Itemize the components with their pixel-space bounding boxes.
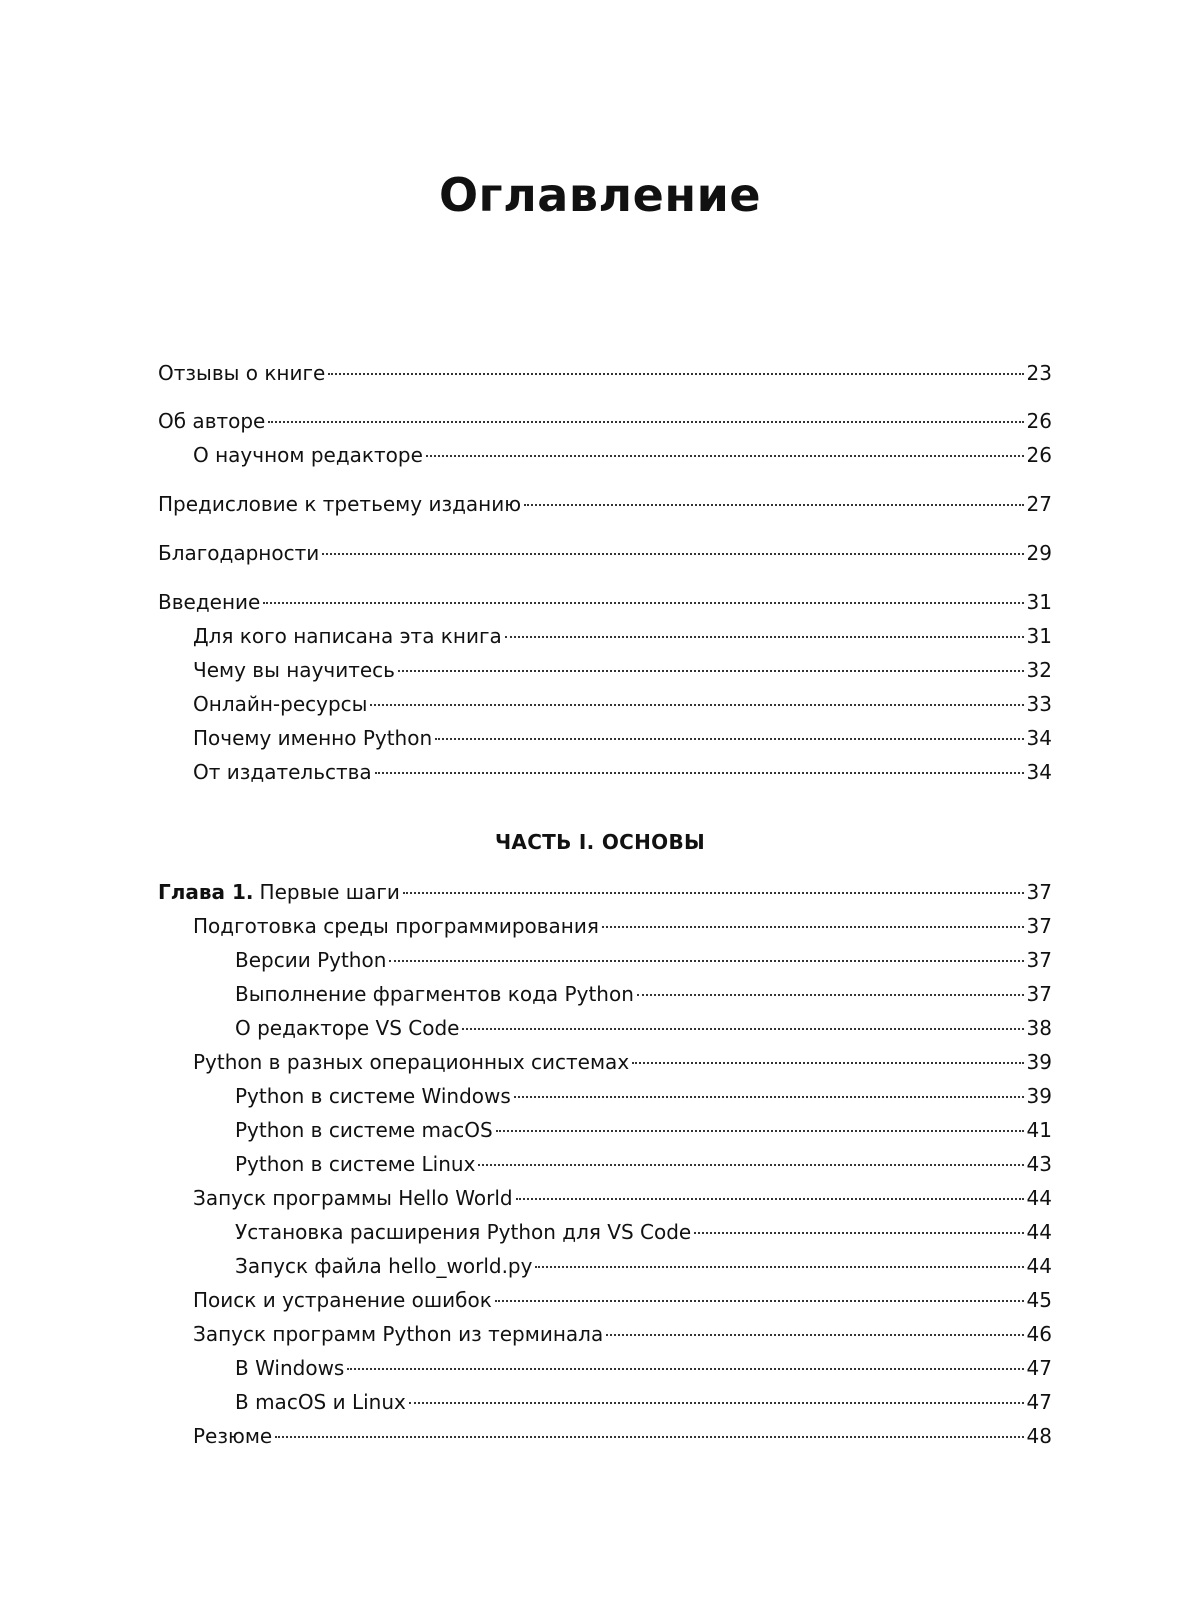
toc-row-chapter[interactable] — [0, 875, 1200, 909]
toc-page-number: 46 — [1026, 1322, 1052, 1346]
dot-leader — [637, 993, 1024, 996]
toc-label: Версии Python — [235, 948, 387, 972]
toc-label: Поиск и устранение ошибок — [193, 1288, 492, 1312]
toc-row[interactable] — [0, 1147, 1200, 1181]
toc-page-number: 31 — [1026, 590, 1052, 614]
toc-page-number: 48 — [1026, 1424, 1052, 1448]
toc-label: Резюме — [193, 1424, 273, 1448]
toc-page-number: 39 — [1026, 1084, 1052, 1108]
dot-leader — [347, 1367, 1023, 1370]
toc-page-number: 44 — [1026, 1220, 1052, 1244]
dot-leader — [375, 771, 1024, 774]
dot-leader — [516, 1197, 1024, 1200]
toc-row[interactable] — [0, 687, 1200, 721]
toc-row[interactable] — [0, 1011, 1200, 1045]
toc-row[interactable] — [0, 619, 1200, 653]
toc-label: Чему вы научитесь — [193, 658, 395, 682]
toc-row[interactable] — [0, 1079, 1200, 1113]
toc-label: Запуск программ Python из терминала — [193, 1322, 604, 1346]
toc-page-number: 34 — [1026, 726, 1052, 750]
toc-page-number: 32 — [1026, 658, 1052, 682]
toc-row[interactable] — [0, 977, 1200, 1011]
toc-page-number: 44 — [1026, 1186, 1052, 1210]
toc-row[interactable] — [0, 536, 1200, 570]
toc-page-number: 37 — [1026, 914, 1052, 938]
dot-leader — [535, 1265, 1023, 1268]
chapter-prefix: Глава 1. — [158, 880, 254, 904]
toc-label: Об авторе — [158, 409, 266, 433]
toc-page-number: 37 — [1026, 880, 1052, 904]
dot-leader — [694, 1231, 1023, 1234]
toc-label: Python в системе Windows — [235, 1084, 511, 1108]
toc-label: Запуск программы Hello World — [193, 1186, 513, 1210]
toc-label: Предисловие к третьему изданию — [158, 492, 522, 516]
toc-row[interactable] — [0, 356, 1200, 390]
dot-leader — [435, 737, 1023, 740]
dot-leader — [514, 1095, 1024, 1098]
toc-page-number: 47 — [1026, 1390, 1052, 1414]
dot-leader — [505, 635, 1024, 638]
dot-leader — [496, 1129, 1024, 1132]
toc-label: Благодарности — [158, 541, 320, 565]
toc-label: Онлайн-ресурсы — [193, 692, 368, 716]
toc-page-number: 27 — [1026, 492, 1052, 516]
toc-row[interactable] — [0, 585, 1200, 619]
toc-page-number: 26 — [1026, 443, 1052, 467]
toc-label: Почему именно Python — [193, 726, 433, 750]
dot-leader — [495, 1299, 1024, 1302]
toc-page-number: 37 — [1026, 982, 1052, 1006]
toc-row[interactable] — [0, 1419, 1200, 1453]
toc-row[interactable] — [0, 721, 1200, 755]
toc-label: Для кого написана эта книга — [193, 624, 502, 648]
toc-page-number: 29 — [1026, 541, 1052, 565]
dot-leader — [389, 959, 1023, 962]
toc-row[interactable] — [0, 1351, 1200, 1385]
dot-leader — [370, 703, 1023, 706]
toc-row[interactable] — [0, 943, 1200, 977]
toc-row[interactable] — [0, 909, 1200, 943]
toc-page-number: 33 — [1026, 692, 1052, 716]
dot-leader — [268, 420, 1023, 423]
toc-page-number: 43 — [1026, 1152, 1052, 1176]
toc-row[interactable] — [0, 487, 1200, 521]
toc-page-number: 39 — [1026, 1050, 1052, 1074]
page-title: Оглавление — [438, 168, 762, 222]
toc-label: О редакторе VS Code — [235, 1016, 460, 1040]
toc-label: Python в системе Linux — [235, 1152, 476, 1176]
toc-label: В macOS и Linux — [235, 1390, 406, 1414]
dot-leader — [398, 669, 1024, 672]
toc-row[interactable] — [0, 404, 1200, 438]
part-heading: ЧАСТЬ I. ОСНОВЫ — [494, 830, 706, 854]
toc-page-number: 34 — [1026, 760, 1052, 784]
toc-page-number: 44 — [1026, 1254, 1052, 1278]
toc-row[interactable] — [0, 1181, 1200, 1215]
toc-row[interactable] — [0, 438, 1200, 472]
toc-page-number: 37 — [1026, 948, 1052, 972]
dot-leader — [403, 891, 1024, 894]
dot-leader — [524, 503, 1023, 506]
toc-page-number: 23 — [1026, 361, 1052, 385]
dot-leader — [263, 601, 1023, 604]
toc-label: О научном редакторе — [193, 443, 423, 467]
toc-label: Python в системе macOS — [235, 1118, 493, 1142]
toc-label: Отзывы о книге — [158, 361, 326, 385]
dot-leader — [606, 1333, 1023, 1336]
toc-row[interactable] — [0, 1385, 1200, 1419]
toc-row[interactable] — [0, 1045, 1200, 1079]
dot-leader — [602, 925, 1024, 928]
toc-row[interactable] — [0, 653, 1200, 687]
toc-label: В Windows — [235, 1356, 345, 1380]
dot-leader — [328, 372, 1023, 375]
dot-leader — [409, 1401, 1024, 1404]
dot-leader — [275, 1435, 1023, 1438]
toc-page-number: 26 — [1026, 409, 1052, 433]
toc-row[interactable] — [0, 1113, 1200, 1147]
dot-leader — [632, 1061, 1023, 1064]
toc-label: От издательства — [193, 760, 372, 784]
toc-row[interactable] — [0, 1283, 1200, 1317]
toc-page-number: 31 — [1026, 624, 1052, 648]
toc-row[interactable] — [0, 755, 1200, 789]
toc-page-number: 38 — [1026, 1016, 1052, 1040]
dot-leader — [322, 552, 1023, 555]
toc-row[interactable] — [0, 1317, 1200, 1351]
toc-page-number: 45 — [1026, 1288, 1052, 1312]
dot-leader — [462, 1027, 1023, 1030]
toc-row[interactable] — [0, 1215, 1200, 1249]
toc-label: Первые шаги — [259, 880, 400, 904]
toc-label: Запуск файла hello_world.py — [235, 1254, 533, 1278]
toc-label: Выполнение фрагментов кода Python — [235, 982, 634, 1006]
toc-label: Установка расширения Python для VS Code — [235, 1220, 692, 1244]
toc-label: Введение — [158, 590, 261, 614]
toc-row[interactable] — [0, 1249, 1200, 1283]
dot-leader — [478, 1163, 1023, 1166]
toc-label: Python в разных операционных системах — [193, 1050, 630, 1074]
dot-leader — [426, 454, 1024, 457]
toc-label: Подготовка среды программирования — [193, 914, 599, 938]
toc-page-number: 47 — [1026, 1356, 1052, 1380]
toc-page-number: 41 — [1026, 1118, 1052, 1142]
